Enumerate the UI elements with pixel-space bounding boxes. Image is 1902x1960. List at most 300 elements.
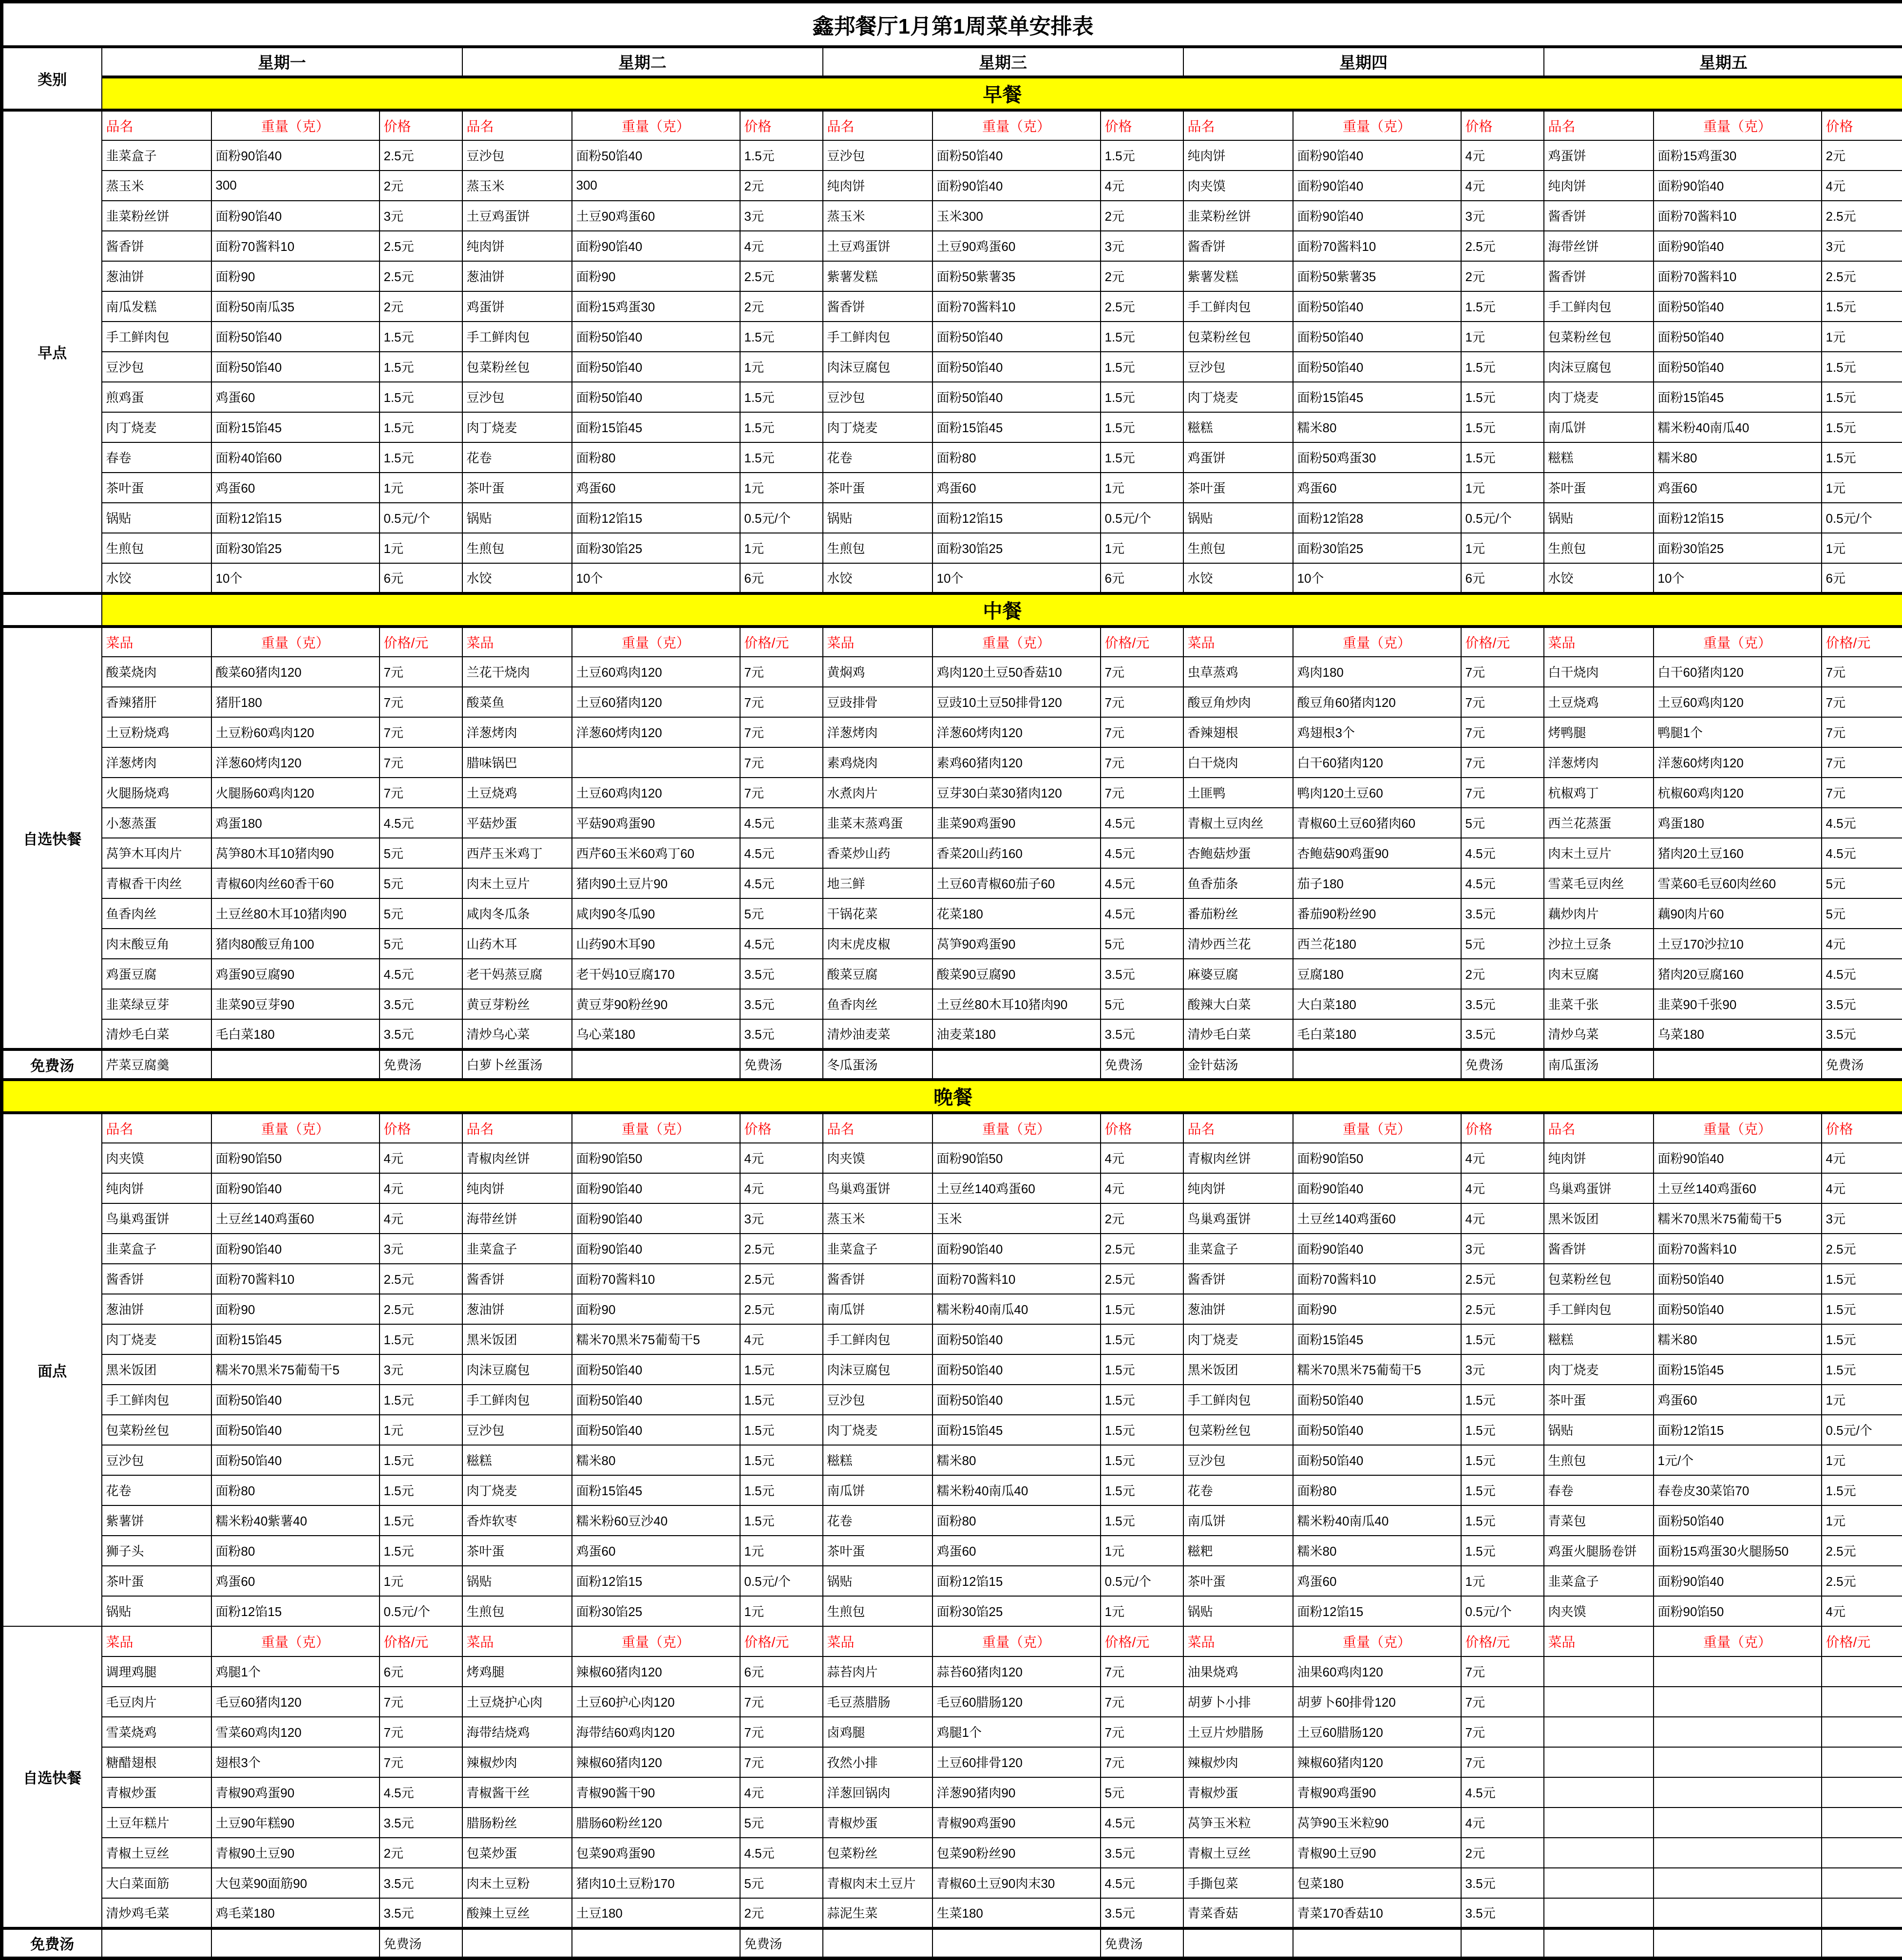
dish-weight-cell: 面粉50馅40	[1293, 1445, 1461, 1475]
dish-name-cell: 鸟巢鸡蛋饼	[823, 1173, 932, 1203]
category-cell-breakfast: 早点	[2, 110, 102, 593]
dish-price-cell: 4元	[1822, 929, 1902, 959]
menu-row	[2, 261, 1902, 291]
dish-name-cell: 糍糕	[1544, 1324, 1654, 1354]
menu-row	[2, 778, 1902, 808]
dish-weight-cell: 面粉50馅40	[211, 1385, 380, 1415]
menu-row	[2, 1898, 1902, 1928]
dish-price-cell: 0.5元/个	[1822, 503, 1902, 533]
dish-price-cell: 1.5元	[380, 442, 462, 473]
dish-name-cell	[1544, 1656, 1654, 1687]
dish-weight-cell: 土豆180	[572, 1898, 740, 1928]
menu-row	[2, 1536, 1902, 1566]
dish-weight-cell	[211, 1049, 380, 1080]
dish-price-cell: 7元	[1461, 717, 1544, 747]
dish-price-cell: 3.5元	[380, 989, 462, 1019]
dish-name-cell: 黑米饭团	[102, 1354, 211, 1385]
dish-name-cell: 包菜粉丝包	[102, 1415, 211, 1445]
dish-weight-cell: 面粉90馅40	[572, 1203, 740, 1234]
col-header-weight: 重量（克）	[932, 1113, 1101, 1143]
dish-name-cell: 手工鲜肉包	[1183, 1385, 1293, 1415]
dish-price-cell: 4元	[740, 1777, 823, 1808]
dish-weight-cell: 土豆60鸡肉120	[1654, 687, 1822, 717]
dish-price-cell: 2.5元	[380, 261, 462, 291]
dish-name-cell: 茶叶蛋	[1183, 473, 1293, 503]
dish-name-cell: 韭菜盒子	[462, 1234, 572, 1264]
dish-price-cell: 6元	[1101, 563, 1183, 593]
dish-weight-cell: 糯米70黑米75葡萄干5	[572, 1324, 740, 1354]
dish-name-cell: 纯肉饼	[102, 1173, 211, 1203]
dish-price-cell: 0.5元/个	[1101, 503, 1183, 533]
dish-name-cell: 青菜香菇	[1183, 1898, 1293, 1928]
dish-price-cell: 1元	[1461, 533, 1544, 563]
dish-name-cell: 韭菜盒子	[102, 1234, 211, 1264]
dish-price-cell: 4.5元	[1822, 838, 1902, 868]
dish-name-cell: 葱油饼	[462, 1294, 572, 1324]
dish-name-cell: 卤鸡腿	[823, 1717, 932, 1747]
dish-price-cell: 1元	[1822, 533, 1902, 563]
col-header-row-dinner-pastry	[2, 1113, 1902, 1143]
menu-row	[2, 1808, 1902, 1838]
dish-price-cell: 7元	[1822, 687, 1902, 717]
dish-weight-cell: 洋葱60烤肉120	[1654, 747, 1822, 778]
dish-weight-cell: 面粉15馅45	[1293, 1324, 1461, 1354]
dish-name-cell: 茶叶蛋	[1544, 1385, 1654, 1415]
dish-name-cell: 纯肉饼	[1183, 1173, 1293, 1203]
menu-row	[2, 808, 1902, 838]
col-header-weight: 重量（克）	[572, 627, 740, 657]
dish-weight-cell: 鸡蛋60	[1293, 1566, 1461, 1596]
dish-price-cell: 3.5元	[1461, 1898, 1544, 1928]
col-header-name: 菜品	[1183, 1626, 1293, 1656]
dish-name-cell: 肉丁烧麦	[823, 412, 932, 442]
dish-weight-cell: 糯米70黑米75葡萄干5	[211, 1354, 380, 1385]
dish-name-cell: 紫薯饼	[102, 1505, 211, 1536]
dish-price-cell: 3.5元	[740, 959, 823, 989]
dish-price-cell: 1.5元	[1101, 1324, 1183, 1354]
dish-name-cell: 糍粑	[1183, 1536, 1293, 1566]
dish-price-cell: 7元	[380, 717, 462, 747]
dish-weight-cell	[572, 747, 740, 778]
dish-name-cell: 清炒鸡毛菜	[102, 1898, 211, 1928]
dish-price-cell: 7元	[380, 1687, 462, 1717]
dish-name-cell: 春卷	[102, 442, 211, 473]
col-header-name: 菜品	[462, 627, 572, 657]
col-header-name: 菜品	[102, 627, 211, 657]
dish-name-cell: 狮子头	[102, 1536, 211, 1566]
dish-name-cell: 青椒肉末土豆片	[823, 1868, 932, 1898]
dish-name-cell: 酸辣土豆丝	[462, 1898, 572, 1928]
dish-weight-cell: 面粉50馅40	[211, 1445, 380, 1475]
dish-price-cell: 7元	[1461, 747, 1544, 778]
dish-weight-cell: 面粉12馅15	[1293, 1596, 1461, 1626]
dish-price-cell: 4.5元	[380, 1777, 462, 1808]
dish-name-cell: 酸菜鱼	[462, 687, 572, 717]
title-row	[2, 2, 1902, 47]
dish-name-cell: 黑米饭团	[1183, 1354, 1293, 1385]
dish-weight-cell: 杭椒60鸡肉120	[1654, 778, 1822, 808]
dish-weight-cell: 鸡腿1个	[932, 1717, 1101, 1747]
dish-name-cell	[1544, 1868, 1654, 1898]
dish-weight-cell: 土豆粉60鸡肉120	[211, 717, 380, 747]
dish-weight-cell: 面粉50鸡蛋30	[1293, 442, 1461, 473]
dish-weight-cell: 面粉50馅40	[572, 1385, 740, 1415]
dish-price-cell: 1.5元	[1101, 1505, 1183, 1536]
dish-price-cell: 2元	[1461, 959, 1544, 989]
dish-price-cell: 3元	[380, 1234, 462, 1264]
dish-price-cell: 7元	[1101, 1747, 1183, 1777]
dish-weight-cell	[1293, 1049, 1461, 1080]
dish-price-cell	[1822, 1656, 1902, 1687]
dish-name-cell: 水饺	[823, 563, 932, 593]
dish-price-cell: 4.5元	[1101, 868, 1183, 898]
free-soup-row-dinner-fastfood	[2, 1928, 1902, 1959]
dish-price-cell: 1.5元	[380, 1505, 462, 1536]
dish-weight-cell: 火腿肠60鸡肉120	[211, 778, 380, 808]
col-header-price: 价格/元	[1822, 627, 1902, 657]
dish-name-cell: 调理鸡腿	[102, 1656, 211, 1687]
dish-weight-cell: 酸豆角60猪肉120	[1293, 687, 1461, 717]
dish-name-cell: 肉末酸豆角	[102, 929, 211, 959]
dish-weight-cell: 土豆丝140鸡蛋60	[1654, 1173, 1822, 1203]
dish-price-cell: 1.5元	[1101, 1294, 1183, 1324]
dish-price-cell: 1.5元	[740, 1445, 823, 1475]
dish-price-cell: 1.5元	[740, 140, 823, 171]
dish-weight-cell: 黄豆芽90粉丝90	[572, 989, 740, 1019]
dish-weight-cell: 莴笋90鸡蛋90	[932, 929, 1101, 959]
dish-price-cell: 2.5元	[380, 231, 462, 261]
menu-row	[2, 1324, 1902, 1354]
dish-price-cell: 3元	[1101, 231, 1183, 261]
dish-weight-cell: 面粉90馅40	[211, 1173, 380, 1203]
dish-weight-cell: 面粉30馅25	[932, 1596, 1101, 1626]
menu-row	[2, 1656, 1902, 1687]
dish-weight-cell: 土豆丝80木耳10猪肉90	[211, 898, 380, 929]
dish-price-cell: 1.5元	[740, 1475, 823, 1505]
dish-price-cell: 6元	[380, 1656, 462, 1687]
dish-weight-cell: 油果60鸡肉120	[1293, 1656, 1461, 1687]
dish-weight-cell: 面粉12馅15	[932, 1566, 1101, 1596]
dish-weight-cell: 毛白菜180	[1293, 1019, 1461, 1049]
dish-weight-cell: 土豆90鸡蛋60	[572, 201, 740, 231]
dish-weight-cell: 莴笋80木耳10猪肉90	[211, 838, 380, 868]
dish-weight-cell	[1654, 1898, 1822, 1928]
dish-name-cell	[1544, 1838, 1654, 1868]
dish-weight-cell	[1654, 1687, 1822, 1717]
dish-name-cell: 鸡蛋火腿肠卷饼	[1544, 1536, 1654, 1566]
dish-name-cell: 纯肉饼	[823, 171, 932, 201]
dish-price-cell: 7元	[740, 747, 823, 778]
dish-name-cell: 洋葱烤肉	[1544, 747, 1654, 778]
col-header-price: 价格/元	[1461, 1626, 1544, 1656]
col-header-price: 价格/元	[380, 627, 462, 657]
dish-price-cell: 1.5元	[1101, 382, 1183, 412]
menu-row	[2, 1203, 1902, 1234]
dish-name-cell: 锅贴	[823, 503, 932, 533]
dish-price-cell: 7元	[740, 1747, 823, 1777]
dish-name-cell: 肉沫豆腐包	[462, 1354, 572, 1385]
menu-row	[2, 1717, 1902, 1747]
dish-name-cell: 土豆粉烧鸡	[102, 717, 211, 747]
dish-weight-cell: 面粉50馅40	[1654, 291, 1822, 322]
dish-weight-cell: 鸡肉180	[1293, 657, 1461, 687]
dish-weight-cell: 鸭肉120土豆60	[1293, 778, 1461, 808]
dish-name-cell: 洋葱烤肉	[102, 747, 211, 778]
menu-table-body	[2, 2, 1902, 1959]
dish-weight-cell: 面粉80	[211, 1475, 380, 1505]
dish-name-cell: 青椒肉丝饼	[462, 1143, 572, 1173]
dish-name-cell: 茶叶蛋	[102, 1566, 211, 1596]
dish-weight-cell	[211, 1928, 380, 1959]
dish-name-cell: 酱香饼	[1183, 231, 1293, 261]
category-header: 类别	[2, 47, 102, 110]
col-header-weight: 重量（克）	[1654, 1113, 1822, 1143]
dish-price-cell: 免费汤	[740, 1049, 823, 1080]
dish-price-cell: 3.5元	[380, 1868, 462, 1898]
dish-weight-cell: 花菜180	[932, 898, 1101, 929]
dish-weight-cell: 面粉50馅40	[211, 322, 380, 352]
day-header-4: 星期四	[1183, 47, 1544, 77]
dish-weight-cell: 面粉30馅25	[1293, 533, 1461, 563]
dish-name-cell: 肉丁烧麦	[1544, 1354, 1654, 1385]
dish-weight-cell: 猪肝180	[211, 687, 380, 717]
dish-name-cell: 韭菜盒子	[823, 1234, 932, 1264]
dish-name-cell: 酱香饼	[823, 291, 932, 322]
dish-name-cell: 包菜粉丝包	[462, 352, 572, 382]
dish-weight-cell: 面粉90馅50	[1654, 1596, 1822, 1626]
dish-name-cell: 锅贴	[1183, 503, 1293, 533]
banner-row-lunch	[2, 593, 1902, 627]
dish-price-cell: 1元	[380, 473, 462, 503]
dish-price-cell: 4.5元	[1101, 1868, 1183, 1898]
dish-name-cell: 纯肉饼	[1544, 171, 1654, 201]
dish-weight-cell: 面粉15馅45	[1654, 382, 1822, 412]
dish-weight-cell: 面粉12馅15	[1654, 1415, 1822, 1445]
dish-name-cell: 藕炒肉片	[1544, 898, 1654, 929]
dish-name-cell: 西芹玉米鸡丁	[462, 838, 572, 868]
col-header-name: 品名	[1544, 1113, 1654, 1143]
dish-price-cell	[1822, 1717, 1902, 1747]
col-header-weight: 重量（克）	[1293, 627, 1461, 657]
dish-price-cell: 1元	[1461, 322, 1544, 352]
dish-price-cell: 4.5元	[740, 838, 823, 868]
dish-weight-cell: 面粉80	[932, 1505, 1101, 1536]
menu-row	[2, 1234, 1902, 1264]
dish-name-cell: 蒜泥生菜	[823, 1898, 932, 1928]
col-header-price: 价格	[1101, 1113, 1183, 1143]
dish-name-cell: 老干妈蒸豆腐	[462, 959, 572, 989]
dish-price-cell: 7元	[380, 747, 462, 778]
dish-weight-cell: 鸡肉120土豆50香菇10	[932, 657, 1101, 687]
col-header-name: 菜品	[1183, 627, 1293, 657]
dish-price-cell: 3.5元	[1822, 1019, 1902, 1049]
dish-price-cell: 7元	[1101, 657, 1183, 687]
dish-weight-cell: 鸡蛋180	[1654, 808, 1822, 838]
banner-row-dinner-pastry	[2, 1080, 1902, 1113]
col-header-weight: 重量（克）	[932, 1626, 1101, 1656]
dish-name-cell: 酱香饼	[102, 231, 211, 261]
dish-name-cell: 生煎包	[823, 1596, 932, 1626]
dish-price-cell: 7元	[1461, 1717, 1544, 1747]
dish-name-cell: 白萝卜丝蛋汤	[462, 1049, 572, 1080]
dish-weight-cell: 300	[572, 171, 740, 201]
dish-price-cell: 2元	[380, 1838, 462, 1868]
dish-weight-cell: 面粉90馅40	[1654, 1143, 1822, 1173]
dish-name-cell: 青椒土豆肉丝	[1183, 808, 1293, 838]
dish-price-cell: 1.5元	[1461, 1385, 1544, 1415]
dish-price-cell: 7元	[1101, 1656, 1183, 1687]
dish-price-cell: 1.5元	[1822, 1294, 1902, 1324]
dish-price-cell: 4元	[1822, 1173, 1902, 1203]
dish-price-cell: 5元	[380, 868, 462, 898]
dish-name-cell	[1544, 1928, 1654, 1959]
dish-price-cell: 1.5元	[740, 442, 823, 473]
col-header-price: 价格	[380, 1113, 462, 1143]
dish-weight-cell: 乌心菜180	[572, 1019, 740, 1049]
dish-price-cell: 1元	[1101, 473, 1183, 503]
dish-weight-cell: 面粉50馅40	[1293, 322, 1461, 352]
dish-weight-cell: 辣椒60猪肉120	[572, 1747, 740, 1777]
dish-name-cell: 清炒毛白菜	[102, 1019, 211, 1049]
dish-name-cell: 黄豆芽粉丝	[462, 989, 572, 1019]
menu-row	[2, 382, 1902, 412]
dish-name-cell: 酱香饼	[1183, 1264, 1293, 1294]
dish-weight-cell: 糯米粉40南瓜40	[932, 1475, 1101, 1505]
dish-name-cell: 豆沙包	[823, 140, 932, 171]
dish-price-cell: 6元	[1461, 563, 1544, 593]
dish-weight-cell: 洋葱90猪肉90	[932, 1777, 1101, 1808]
dish-name-cell: 烤鸡腿	[462, 1656, 572, 1687]
col-header-name: 菜品	[1544, 627, 1654, 657]
dish-weight-cell: 糯米粉40南瓜40	[932, 1294, 1101, 1324]
menu-row	[2, 1354, 1902, 1385]
dish-weight-cell: 咸肉90冬瓜90	[572, 898, 740, 929]
menu-row	[2, 1173, 1902, 1203]
dish-price-cell: 4.5元	[1101, 838, 1183, 868]
dish-weight-cell: 猪肉80酸豆角100	[211, 929, 380, 959]
dish-price-cell: 免费汤	[1822, 1049, 1902, 1080]
menu-row	[2, 563, 1902, 593]
dish-price-cell: 4.5元	[1461, 838, 1544, 868]
menu-row	[2, 868, 1902, 898]
dish-weight-cell: 西芹60玉米60鸡丁60	[572, 838, 740, 868]
menu-row	[2, 412, 1902, 442]
col-header-price: 价格	[1461, 110, 1544, 140]
dish-weight-cell: 面粉30馅25	[1654, 533, 1822, 563]
dish-price-cell: 3.5元	[1101, 1898, 1183, 1928]
dish-weight-cell	[1654, 1717, 1822, 1747]
dish-weight-cell: 面粉12馅28	[1293, 503, 1461, 533]
dish-weight-cell: 玉米300	[932, 201, 1101, 231]
dish-price-cell: 1.5元	[740, 1505, 823, 1536]
dish-weight-cell: 面粉90馅50	[932, 1143, 1101, 1173]
dish-name-cell: 肉沫豆腐包	[1544, 352, 1654, 382]
dish-name-cell: 茶叶蛋	[462, 473, 572, 503]
dish-price-cell: 1.5元	[1101, 1415, 1183, 1445]
dish-name-cell: 香辣猪肝	[102, 687, 211, 717]
dish-name-cell: 鱼香肉丝	[823, 989, 932, 1019]
dish-weight-cell	[1654, 1868, 1822, 1898]
dish-price-cell: 4元	[740, 1173, 823, 1203]
menu-row	[2, 231, 1902, 261]
dish-price-cell: 7元	[1822, 717, 1902, 747]
dish-price-cell: 免费汤	[740, 1928, 823, 1959]
dish-weight-cell	[1654, 1838, 1822, 1868]
dish-price-cell	[1822, 1747, 1902, 1777]
dish-name-cell: 蒜苔肉片	[823, 1656, 932, 1687]
dish-name-cell: 烤鸭腿	[1544, 717, 1654, 747]
dish-weight-cell: 鸡蛋60	[572, 473, 740, 503]
dish-name-cell: 手工鲜肉包	[1183, 291, 1293, 322]
day-header-3: 星期三	[823, 47, 1183, 77]
dish-weight-cell: 面粉50紫薯35	[1293, 261, 1461, 291]
dish-weight-cell: 面粉30馅25	[211, 533, 380, 563]
dish-name-cell: 肉丁烧麦	[1544, 382, 1654, 412]
dish-price-cell: 1.5元	[1101, 412, 1183, 442]
menu-row	[2, 503, 1902, 533]
dish-name-cell: 青椒土豆丝	[1183, 1838, 1293, 1868]
dish-name-cell: 南瓜饼	[1544, 412, 1654, 442]
dish-name-cell: 肉丁烧麦	[1183, 1324, 1293, 1354]
dish-weight-cell: 腊肠60粉丝120	[572, 1808, 740, 1838]
col-header-row-breakfast	[2, 110, 1902, 140]
dish-name-cell: 青椒炒蛋	[102, 1777, 211, 1808]
dish-weight-cell: 土豆60猪肉120	[572, 687, 740, 717]
dish-weight-cell: 茄子180	[1293, 868, 1461, 898]
dish-price-cell: 4.5元	[1101, 898, 1183, 929]
day-header-row	[2, 47, 1902, 77]
col-header-price: 价格/元	[740, 627, 823, 657]
dish-weight-cell: 面粉15馅45	[932, 1415, 1101, 1445]
dish-weight-cell: 包菜90粉丝90	[932, 1838, 1101, 1868]
dish-weight-cell: 猪肉20土豆160	[1654, 838, 1822, 868]
dish-price-cell: 3.5元	[1461, 1019, 1544, 1049]
dish-price-cell: 2元	[1822, 140, 1902, 171]
dish-price-cell: 7元	[740, 1717, 823, 1747]
col-header-row-dinner-fastfood	[2, 1626, 1902, 1656]
dish-weight-cell: 酸菜90豆腐90	[932, 959, 1101, 989]
dish-price-cell: 1.5元	[1101, 322, 1183, 352]
dish-weight-cell: 面粉80	[932, 442, 1101, 473]
dish-price-cell: 1.5元	[1822, 412, 1902, 442]
dish-name-cell: 生煎包	[1183, 533, 1293, 563]
dish-name-cell: 地三鲜	[823, 868, 932, 898]
dish-weight-cell: 雪菜60毛豆60肉丝60	[1654, 868, 1822, 898]
dish-price-cell: 免费汤	[1461, 1049, 1544, 1080]
dish-name-cell: 锅贴	[102, 1596, 211, 1626]
dish-name-cell: 手工鲜肉包	[102, 1385, 211, 1415]
dish-name-cell: 纯肉饼	[1544, 1143, 1654, 1173]
dish-name-cell: 糍糕	[1183, 412, 1293, 442]
day-header-5: 星期五	[1544, 47, 1902, 77]
dish-weight-cell: 辣椒60猪肉120	[1293, 1747, 1461, 1777]
menu-row	[2, 1505, 1902, 1536]
dish-price-cell: 0.5元/个	[380, 503, 462, 533]
dish-name-cell: 豆沙包	[462, 1415, 572, 1445]
dish-weight-cell: 面粉90馅40	[932, 1234, 1101, 1264]
dish-name-cell: 锅贴	[102, 503, 211, 533]
dish-weight-cell: 面粉90馅50	[572, 1143, 740, 1173]
dish-price-cell: 7元	[1101, 1717, 1183, 1747]
dish-weight-cell: 10个	[211, 563, 380, 593]
dish-name-cell: 清炒毛白菜	[1183, 1019, 1293, 1049]
dish-name-cell: 鸡蛋饼	[1183, 442, 1293, 473]
dish-weight-cell: 土豆60鸡肉120	[572, 778, 740, 808]
dish-name-cell: 肉夹馍	[1183, 171, 1293, 201]
dish-weight-cell: 糯米80	[572, 1445, 740, 1475]
dish-name-cell: 花卷	[462, 442, 572, 473]
dish-price-cell: 3元	[1461, 201, 1544, 231]
